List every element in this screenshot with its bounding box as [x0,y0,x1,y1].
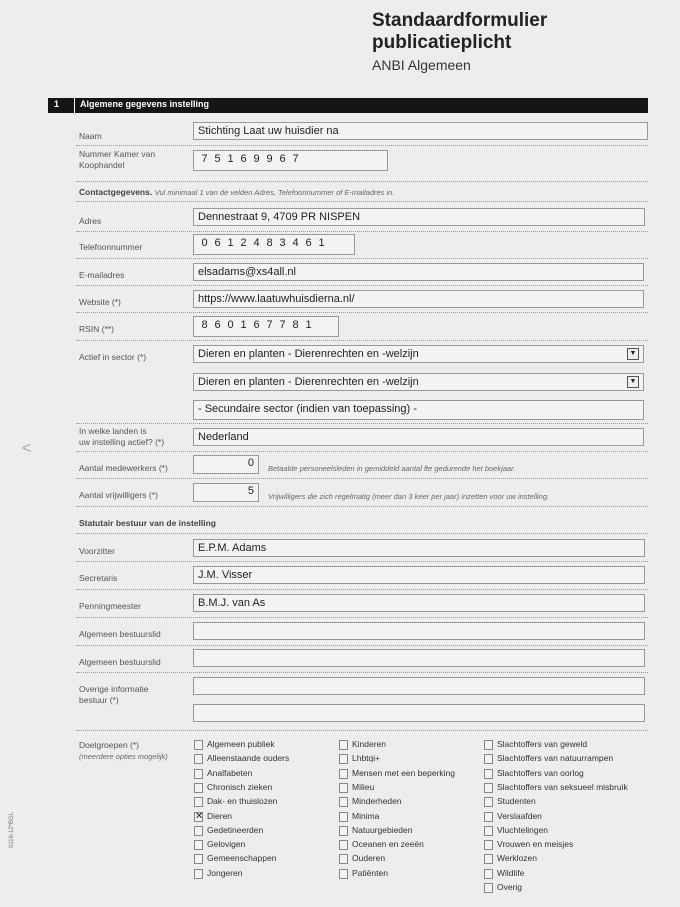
divider [76,561,648,562]
doelgroep-checkbox[interactable] [484,840,493,850]
vrijwilligers-note: Vrijwilligers die zich regelmatig (meer dan 3 keer per jaar) inzetten voor uw instelling. [268,492,550,501]
form-header [372,10,547,73]
doelgroep-checkbox[interactable] [484,783,493,793]
rsin-digit: 8 [201,319,208,331]
voorzitter-label: Voorzitter [79,546,115,556]
kvk-digit: 5 [214,153,221,165]
landen-label-line2: uw instelling actief? (*) [79,437,165,447]
divider [76,201,648,202]
doelgroep-label: Slachtoffers van seksueel misbruik [497,781,628,792]
telefoon-digit: 0 [201,237,208,249]
form-subtitle: ANBI Algemeen [372,57,471,73]
kvk-digit: 7 [201,153,208,165]
bestuurslid2-label: Algemeen bestuurslid [79,657,161,667]
doelgroep-checkbox[interactable] [484,854,493,864]
telefoon-digit: 8 [266,237,273,249]
doelgroep-label: Slachtoffers van geweld [497,739,588,749]
kvk-digit: 7 [292,153,299,165]
contact-label: Contactgegevens. [79,187,153,197]
divider [76,451,648,452]
doelgroep-label: Overig [497,882,523,892]
voorzitter-field[interactable]: E.P.M. Adams [193,539,645,557]
doelgroep-checkbox[interactable] [484,883,493,893]
doelgroep-label: Kinderen [352,739,387,749]
divider [76,672,648,673]
doelgroep-label: Oceanen en zeeën [352,839,424,850]
adres-field[interactable]: Dennestraat 9, 4709 PR NISPEN [193,208,645,226]
doelgroep-label: Lhbtqi+ [352,753,381,764]
doelgroep-label: Natuurgebieden [352,824,413,835]
rsin-label: RSIN (**) [79,324,114,334]
penningmeester-field[interactable]: B.M.J. van As [193,594,645,612]
medewerkers-note: Betaalde personeelsleden in gemiddeld aantal fte gedurende het boekjaar. [268,464,516,473]
doelgroep-checkbox[interactable] [484,812,493,822]
overig-label-line1: Overige informatie [79,684,149,694]
adres-label: Adres [79,216,102,226]
website-label: Website (*) [79,297,121,307]
bestuurslid2-field[interactable] [193,649,645,667]
secretaris-label: Secretaris [79,573,118,583]
doelgroep-label: Vluchtelingen [497,824,549,835]
doelgroep-label: Dak- en thuislozen [207,796,278,807]
doelgroep-label: Studenten [497,796,536,807]
doelgroep-checkbox[interactable] [484,869,493,879]
divider [76,589,648,590]
bestuurslid1-field[interactable] [193,622,645,640]
doelgroepen-hint: (meerdere opties mogelijk) [79,752,168,761]
kvk-digit: 1 [227,153,234,165]
doelgroep-label: Mensen met een beperking [352,767,456,778]
doelgroep-checkbox[interactable] [194,854,203,864]
doelgroep-label: Gelovigen [207,839,246,850]
doelgroep-checkbox[interactable] [339,754,348,764]
section-number: 1 [54,99,60,109]
email-field[interactable]: elsadams@xs4all.nl [193,263,644,281]
divider [76,258,648,259]
overig-label [79,684,148,706]
doelgroep-label: Analfabeten [207,767,253,778]
divider [76,617,648,618]
rsin-field[interactable] [193,316,339,337]
doelgroep-label: Patiënten [352,867,388,878]
doelgroep-checkbox[interactable] [194,783,203,793]
bestuurslid1-label: Algemeen bestuurslid [79,629,161,639]
doelgroep-checkbox[interactable] [484,826,493,836]
doelgroep-label: Minderheden [352,796,402,807]
overig-field-1[interactable] [193,677,645,695]
doelgroep-label: Wildlife [497,867,525,878]
rsin-digit: 6 [214,319,221,331]
naam-field[interactable]: Stichting Laat uw huisdier na [193,122,648,140]
divider [76,423,648,424]
doelgroep-checkbox[interactable] [339,840,348,850]
rsin-digit: 7 [266,319,273,331]
telefoon-digit: 2 [240,237,247,249]
kvk-label [79,149,155,171]
kvk-digit: 6 [279,153,286,165]
kvk-field[interactable] [193,150,388,171]
landen-label-line1: In welke landen is [79,426,147,436]
doelgroep-label: Ouderen [352,853,386,864]
sector-label: Actief in sector (*) [79,352,147,362]
penningmeester-label: Penningmeester [79,601,141,611]
telefoon-label: Telefoonnummer [79,242,143,252]
kvk-digit: 9 [266,153,273,165]
doelgroep-checkbox[interactable] [194,740,203,750]
rsin-digit: 1 [240,319,247,331]
doelgroep-label: Jongeren [207,867,243,878]
overig-label-line2: bestuur (*) [79,695,119,705]
doelgroep-checkbox[interactable] [339,740,348,750]
website-field[interactable]: https://www.laatuwhuisdierna.nl/ [193,290,644,308]
sector-select-2-value: Dieren en planten - Dierenrechten en -welzijn [198,376,419,388]
scan-mark: < [22,440,32,457]
side-code: 0116-12*BOL [9,812,15,848]
doelgroep-checkbox[interactable] [339,797,348,807]
doelgroep-label: Vrouwen en meisjes [497,839,574,850]
doelgroep-checkbox[interactable] [194,869,203,879]
divider [76,312,648,313]
telefoon-digit: 3 [279,237,286,249]
medewerkers-field[interactable]: 0 [193,455,259,474]
doelgroep-label: Minima [352,810,380,821]
doelgroepen-title: Doelgroepen (*) [79,740,140,750]
form-title-line1: Standaardformulier [372,10,548,31]
landen-label [79,426,164,448]
doelgroep-label: Milieu [352,781,375,792]
rsin-digit: 1 [305,319,312,331]
divider [76,285,648,286]
doelgroep-label: Gedetineerden [207,824,264,835]
divider [76,231,648,232]
contact-heading [79,187,394,197]
divider [76,145,648,146]
doelgroep-checkbox[interactable] [194,769,203,779]
form-title-line2: publicatieplicht [372,32,512,53]
secretaris-field[interactable]: J.M. Visser [193,566,645,584]
telefoon-digit: 1 [318,237,325,249]
doelgroep-label: Verslaafden [497,810,542,821]
divider [76,181,648,182]
doelgroep-checkbox[interactable] [339,854,348,864]
section-title: Algemene gegevens instelling [80,99,210,109]
doelgroep-checkbox[interactable] [194,840,203,850]
doelgroep-checkbox[interactable] [484,797,493,807]
telefoon-digit: 4 [292,237,299,249]
divider [76,478,648,479]
doelgroep-label: Dieren [207,810,233,821]
divider [76,645,648,646]
bestuur-title: Statutair bestuur van de instelling [79,518,216,528]
doelgroep-checkbox[interactable] [339,783,348,793]
doelgroep-checkbox[interactable] [339,812,348,822]
kvk-label-line1: Nummer Kamer van [79,149,156,159]
landen-field[interactable]: Nederland [193,428,644,446]
sector-select-1[interactable] [193,345,644,363]
dropdown-arrow-icon[interactable]: ▼ [627,348,639,360]
sector-select-3[interactable]: - Secundaire sector (indien van toepassing) - [193,400,644,420]
section-divider [74,98,75,113]
doelgroep-checkbox[interactable] [194,754,203,764]
contact-hint: Vul minimaal 1 van de velden Adres, Telefoonnummer of E-mailadres in. [154,188,395,197]
overig-field-2[interactable] [193,704,645,722]
telefoon-digit: 6 [305,237,312,249]
doelgroep-label: Chronisch zieken [207,781,273,792]
doelgroep-checkbox[interactable] [339,869,348,879]
rsin-digit: 0 [227,319,234,331]
kvk-digit: 9 [253,153,260,165]
doelgroep-label: Werklozen [497,853,537,864]
dropdown-arrow-icon[interactable]: ▼ [627,376,639,388]
section-header-bar [48,98,648,113]
sector-select-1-value: Dieren en planten - Dierenrechten en -welzijn [198,348,419,360]
email-label: E-mailadres [79,270,125,280]
doelgroep-label: Slachtoffers van oorlog [497,767,584,778]
telefoon-digit: 4 [253,237,260,249]
telefoon-field[interactable] [193,234,355,255]
doelgroep-label: Gemeenschappen [207,853,277,864]
doelgroep-checkbox[interactable]: ✕ [195,810,204,822]
medewerkers-label: Aantal medewerkers (*) [79,463,168,473]
doelgroep-checkbox[interactable] [339,769,348,779]
telefoon-digit: 1 [227,237,234,249]
doelgroep-checkbox[interactable] [194,826,203,836]
doelgroepen-label [79,740,168,762]
kvk-digit: 6 [240,153,247,165]
divider [76,506,648,507]
divider [76,730,648,731]
rsin-digit: 8 [292,319,299,331]
doelgroep-label: Slachtoffers van natuurrampen [497,753,614,764]
divider [76,340,648,341]
doelgroep-label: Alleenstaande ouders [207,753,290,764]
doelgroep-checkbox[interactable] [484,740,493,750]
sector-select-2[interactable] [193,373,644,391]
doelgroep-checkbox[interactable] [484,769,493,779]
rsin-digit: 7 [279,319,286,331]
vrijwilligers-label: Aantal vrijwilligers (*) [79,490,158,500]
doelgroep-label: Algemeen publiek [207,739,275,749]
rsin-digit: 6 [253,319,260,331]
naam-label: Naam [79,131,102,141]
telefoon-digit: 6 [214,237,221,249]
divider [76,533,648,534]
doelgroep-checkbox[interactable] [484,754,493,764]
doelgroep-checkbox[interactable] [339,826,348,836]
vrijwilligers-field[interactable]: 5 [193,483,259,502]
kvk-label-line2: Koophandel [79,160,125,170]
doelgroep-checkbox[interactable] [194,797,203,807]
